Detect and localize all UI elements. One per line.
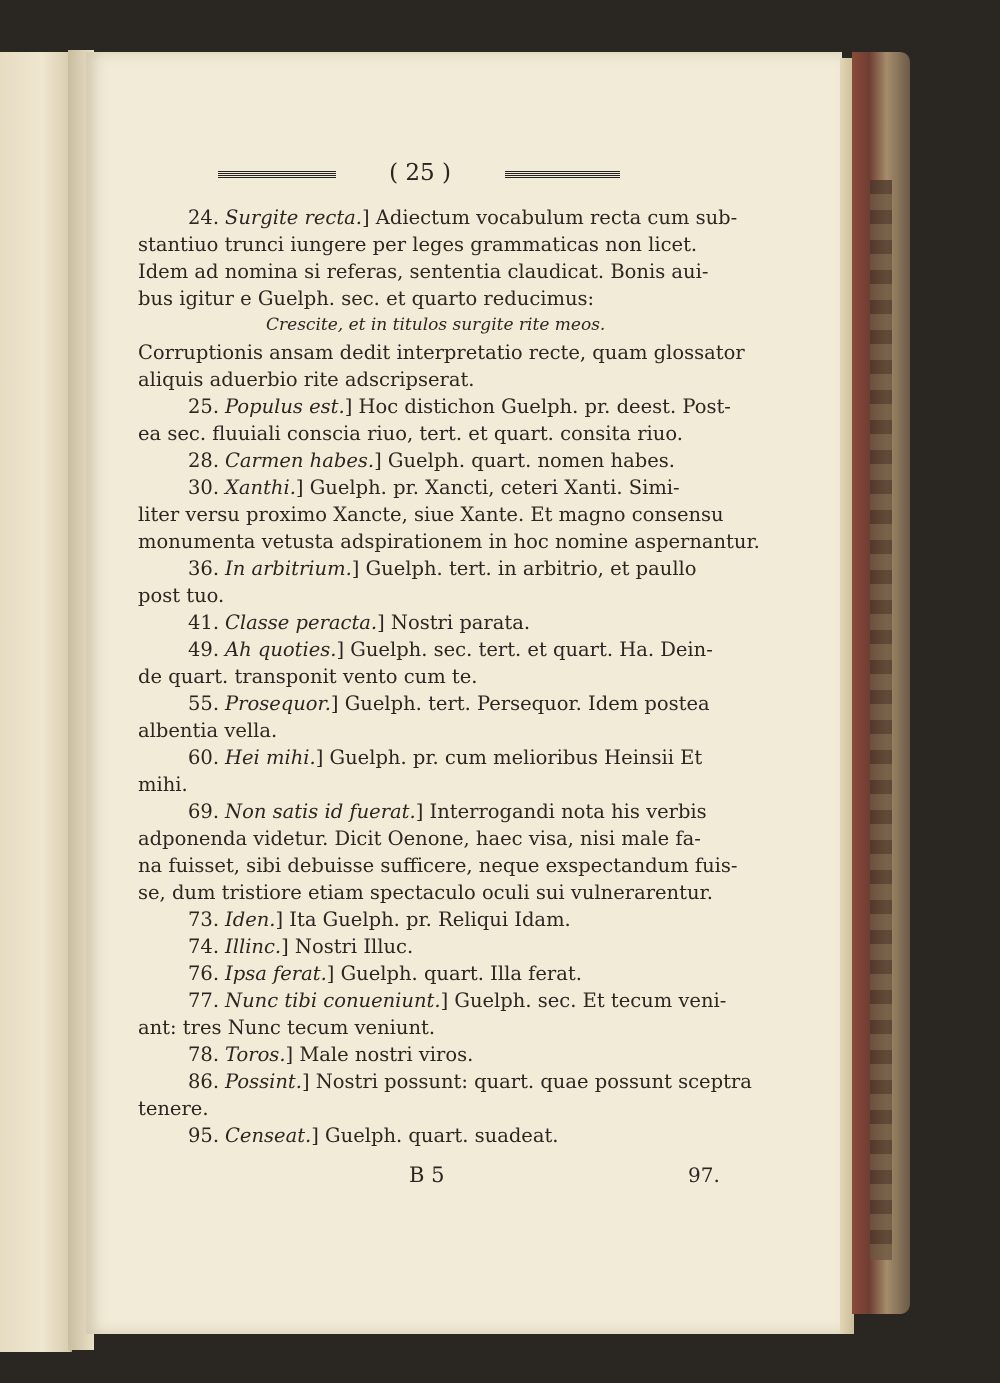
continuation-line: tenere. [138,1097,209,1120]
note-text: ] Interrogandi nota his verbis [415,800,707,823]
verse-number: 24. [188,206,220,229]
continuation-line: stantiuo trunci iungere per leges grammaticas non licet. [138,233,698,256]
verse-number: 25. [188,395,220,418]
continuation-line: bus igitur e Guelph. sec. et quarto reducimus: [138,287,595,310]
note-text: ] Guelph. sec. tert. et quart. Ha. Dein- [336,638,713,661]
note-text: ] Guelph. pr. cum melioribus Heinsii Et [315,746,703,769]
signature-mark: B 5 [409,1163,445,1187]
verse-number: 86. [188,1070,220,1093]
quoted-verse: Crescite, et in titulos surgite rite meos. [266,315,606,335]
continuation-line: liter versu proximo Xancte, siue Xante. Et magno consensu [138,503,724,526]
continuation-line: mihi. [138,773,188,796]
verse-number: 28. [188,449,220,472]
lemma: Carmen habes. [225,449,375,472]
verse-number: 95. [188,1124,220,1147]
note-text: ] Ita Guelph. pr. Reliqui Idam. [275,908,571,931]
lemma: Illinc. [225,935,282,958]
note-text: ] Guelph. pr. Xancti, ceteri Xanti. Simi- [295,476,680,499]
note-text: ] Male nostri viros. [285,1043,474,1066]
worn-binding-texture [870,180,892,1260]
lemma: Ipsa ferat. [225,962,327,985]
continuation-line: se, dum tristiore etiam spectaculo oculi sui vulnerarentur. [138,881,713,904]
note-line [138,1122,704,1149]
continuation-line: monumenta vetusta adspirationem in hoc nomine aspernantur. [138,530,760,553]
lemma: Surgite recta. [225,206,362,229]
continuation-line: Corruptionis ansam dedit interpretatio recte, quam glossator [138,341,745,364]
verse-number: 74. [188,935,220,958]
note-text: ] Adiectum vocabulum recta cum sub- [362,206,738,229]
continuation-line: albentia vella. [138,719,278,742]
lemma: In arbitrium. [225,557,352,580]
note-line [138,204,738,231]
note-line [138,906,704,933]
note-line [138,636,713,663]
note-line [138,609,704,636]
note-line [138,474,704,501]
lemma: Non satis id fuerat. [225,800,416,823]
catchword: 97. [688,1163,720,1187]
lemma: Ah quoties. [225,638,337,661]
verse-number: 55. [188,692,220,715]
header-rule-right [505,171,620,178]
note-text: ] Guelph. tert. Persequor. Idem postea [330,692,710,715]
continuation-line: Idem ad nomina si referas, sententia claudicat. Bonis aui- [138,260,709,283]
lemma: Censeat. [225,1124,312,1147]
note-text: ] Hoc distichon Guelph. pr. deest. Post- [344,395,731,418]
note-line [138,744,704,771]
verse-number: 69. [188,800,220,823]
continuation-line: na fuisset, sibi debuisse sufficere, neque exspectandum fuis- [138,854,738,877]
page-text [138,204,760,1149]
continuation-line: de quart. transponit vento cum te. [138,665,478,688]
note-text: ] Guelph. quart. nomen habes. [374,449,675,472]
note-text: ] Guelph. quart. suadeat. [311,1124,559,1147]
note-line [138,393,731,420]
note-line [138,798,707,825]
lemma: Populus est. [225,395,345,418]
note-line [138,690,710,717]
note-line [138,555,704,582]
lemma: Toros. [225,1043,286,1066]
continuation-line: post tuo. [138,584,225,607]
verse-number: 30. [188,476,220,499]
note-text: ] Guelph. sec. Et tecum veni- [440,989,727,1012]
note-line [138,987,727,1014]
note-line [138,933,704,960]
verse-number: 76. [188,962,220,985]
note-text: ] Guelph. quart. Illa ferat. [326,962,582,985]
note-text: ] Nostri parata. [377,611,531,634]
verse-number: 73. [188,908,220,931]
lemma: Hei mihi. [225,746,316,769]
continuation-line: aliquis aduerbio rite adscripserat. [138,368,475,391]
lemma: Iden. [225,908,276,931]
note-text: ] Nostri Illuc. [281,935,414,958]
left-page-edge [0,52,72,1352]
note-text: ] Guelph. tert. in arbitrio, et paullo [351,557,697,580]
lemma: Xanthi. [225,476,296,499]
note-line [138,447,704,474]
continuation-line: adponenda videtur. Dicit Oenone, haec visa, nisi male fa- [138,827,701,850]
verse-number: 78. [188,1043,220,1066]
lemma: Nunc tibi conueniunt. [225,989,441,1012]
note-text: ] Nostri possunt: quart. quae possunt sceptra [301,1070,752,1093]
lemma: Classe peracta. [225,611,378,634]
lemma: Possint. [225,1070,302,1093]
note-line [138,960,704,987]
header-rule-left [218,171,336,178]
page-number: ( 25 ) [389,160,451,186]
verse-number: 41. [188,611,220,634]
verse-number: 49. [188,638,220,661]
verse-number: 77. [188,989,220,1012]
continuation-line: ea sec. fluuiali conscia riuo, tert. et quart. consita riuo. [138,422,683,445]
continuation-line: ant: tres Nunc tecum veniunt. [138,1016,436,1039]
verse-number: 60. [188,746,220,769]
note-line [138,1068,752,1095]
note-line [138,1041,704,1068]
lemma: Prosequor. [225,692,331,715]
verse-number: 36. [188,557,220,580]
